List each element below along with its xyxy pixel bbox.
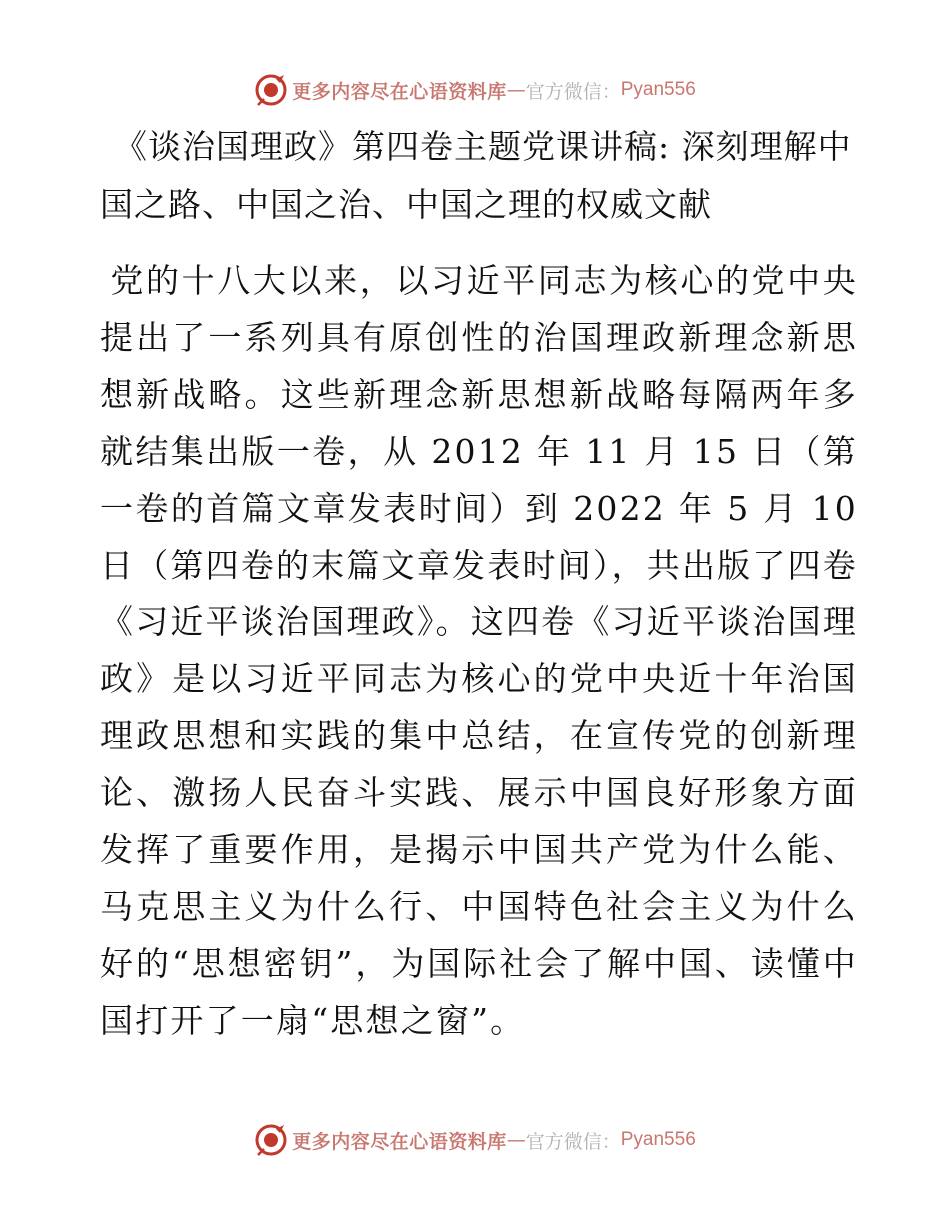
watermark-main-text: 更多内容尽在心语资料库 [292,80,507,103]
watermark-header [0,70,950,110]
watermark-label: 官方微信： [525,1130,621,1153]
watermark-id: Pyan556 [620,79,696,100]
watermark-footer [0,1120,950,1160]
logo-icon [254,1123,288,1157]
watermark-id: Pyan556 [620,1129,696,1150]
document-title-text: 《谈治国理政》第四卷主题党课讲稿: 深刻理解中国之路、中国之治、中国之理的权威文献 [100,127,852,224]
document-paragraph [100,253,858,1050]
logo-icon [254,73,288,107]
watermark-dash: — [506,1129,526,1151]
document-title [100,118,860,234]
watermark-dash: — [506,79,526,101]
watermark-main-text: 更多内容尽在心语资料库 [292,1130,507,1153]
watermark-label: 官方微信： [525,80,621,103]
document-paragraph-text: 党的十八大以来，以习近平同志为核心的党中央提出了一系列具有原创性的治国理政新理念新思想新战略。这些新理念新思想新战略每隔两年多就结集出版一卷，从 2012 年 11 月 15 日（第一卷的首篇文章发表时间）到 2022 年 5 月 10 日（第四卷的末篇文章发表时间），共出版了四卷《习近平谈治国理政》。这四卷《习近平谈治国理政》是以习近平同志为核心的党中央近十年治国理政思想和实践的集中总结，在宣传党的创新理论、激扬人民奋斗实践、展示中国良好形象方面发挥了重要作用，是揭示中国共产党为什么能、马克思主义为什么行、中国特色社会主义为什么好的“思想密钥”，为国际社会了解中国、读懂中国打开了一扇“思想之窗”。 [100,261,858,1040]
